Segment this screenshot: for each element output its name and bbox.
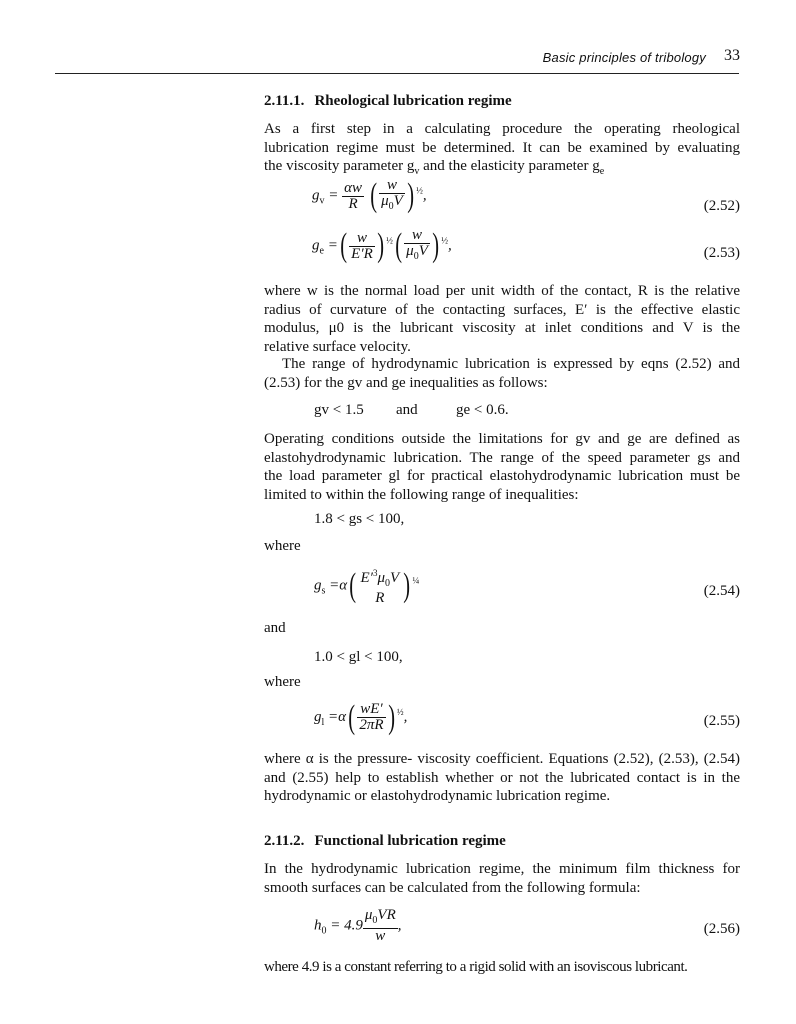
text-line: relative surface velocity. — [264, 338, 411, 355]
text-line: As a first step in a calculating procedure the operating rheological — [264, 121, 740, 137]
text-line: (2.53) for the gv and ge inequalities as follows: — [264, 374, 548, 391]
range-paragraph — [264, 355, 740, 392]
text-line: and (2.55) help to establish whether or not the lubricated contact is in the — [264, 769, 740, 786]
alpha-paragraph — [264, 750, 740, 806]
definitions-paragraph — [264, 282, 740, 356]
equation-2-53: $g_e$ =( $\frac{w}{E'R}$ ) $^{\frac{1}{2}}$( $\frac{w}{\mu_0V}$ ) $^{\frac{1}{2}}$, — [312, 227, 452, 264]
equation-2-54: $g_s =\alpha$( $E'^3\mu_0V$ R ) $^{\frac{1}{4}}$ — [314, 567, 420, 606]
where-label: where — [264, 538, 301, 554]
section-heading-2-11-2 — [264, 833, 506, 850]
text-line: lubrication regime must be determined. It can be examined by evaluating — [264, 139, 740, 156]
equation-2-56: $h_0 = 4.9$ $\frac{\mu_0VR}{w}$ , — [314, 907, 402, 944]
and-label: and — [264, 620, 286, 636]
text-line: Operating conditions outside the limitations for gv and ge are defined as — [264, 431, 740, 447]
equation-number: (2.53) — [703, 245, 740, 261]
inequality-and: and — [396, 402, 418, 418]
equation-number: (2.52) — [703, 198, 740, 214]
operating-paragraph — [264, 430, 740, 504]
text-line: In the hydrodynamic lubrication regime, the minimum film thickness for — [264, 861, 740, 877]
text-line: radius of curvature of the contacting surfaces, E′ is the effective elastic — [264, 301, 740, 318]
text-line: smooth surfaces can be calculated from the following formula: — [264, 879, 641, 896]
page-number: 33 — [724, 47, 740, 64]
section-title: Functional lubrication regime — [314, 833, 506, 849]
text-line: the load parameter gl for practical elastohydrodynamic lubrication must be — [264, 468, 740, 484]
equation-number: (2.55) — [703, 713, 740, 729]
equation-2-52: $g_v$ = $\frac{\alpha w}{R}$ ( $\frac{w}{\mu_0V}$ ) $^{\frac{1}{2}}$, — [312, 177, 427, 214]
equation-2-55: $g_l =\alpha$( $\frac{wE'}{2\pi R}$ ) $^{\frac{1}{2}}$, — [314, 698, 408, 736]
text-line: limited to within the following range of inequalities: — [264, 486, 579, 503]
section-title: Rheological lubrication regime — [314, 93, 512, 109]
running-title: Basic principles of tribology — [542, 50, 706, 65]
equation-number: (2.56) — [703, 921, 740, 937]
intro-paragraph — [264, 120, 740, 182]
where-label: where — [264, 674, 301, 690]
film-thickness-paragraph — [264, 860, 740, 897]
equation-number: (2.54) — [703, 583, 740, 599]
inequality-gv: gv < 1.5 — [314, 402, 364, 418]
text-line: elastohydrodynamic lubrication. The range of the speed parameter gs and — [264, 449, 740, 466]
header-rule — [55, 73, 739, 74]
section-number: 2.11.2. — [264, 833, 305, 849]
inequality-ge: ge < 0.6. — [456, 402, 509, 418]
text-line: the viscosity parameter $g_v$ and the elasticity parameter $g_e$ — [264, 158, 605, 177]
text-line: The range of hydrodynamic lubrication is expressed by eqns (2.52) and — [282, 356, 740, 372]
text-line: where α is the pressure- viscosity coefficient. Equations (2.52), (2.53), (2.54) — [264, 751, 740, 767]
text-line: modulus, μ0 is the lubricant viscosity at inlet conditions and V is the — [264, 320, 740, 336]
text-line: where 4.9 is a constant referring to a rigid solid with an isoviscous lubricant. — [264, 959, 688, 975]
closing-paragraph — [264, 958, 740, 977]
text-line: hydrodynamic or elastohydrodynamic lubrication regime. — [264, 788, 611, 804]
text-line: where w is the normal load per unit width of the contact, R is the relative — [264, 283, 740, 299]
section-heading-2-11-1 — [264, 93, 512, 110]
inequality-gl: 1.0 < gl < 100, — [314, 649, 403, 665]
section-number: 2.11.1. — [264, 93, 305, 109]
inequality-gs: 1.8 < gs < 100, — [314, 511, 405, 527]
